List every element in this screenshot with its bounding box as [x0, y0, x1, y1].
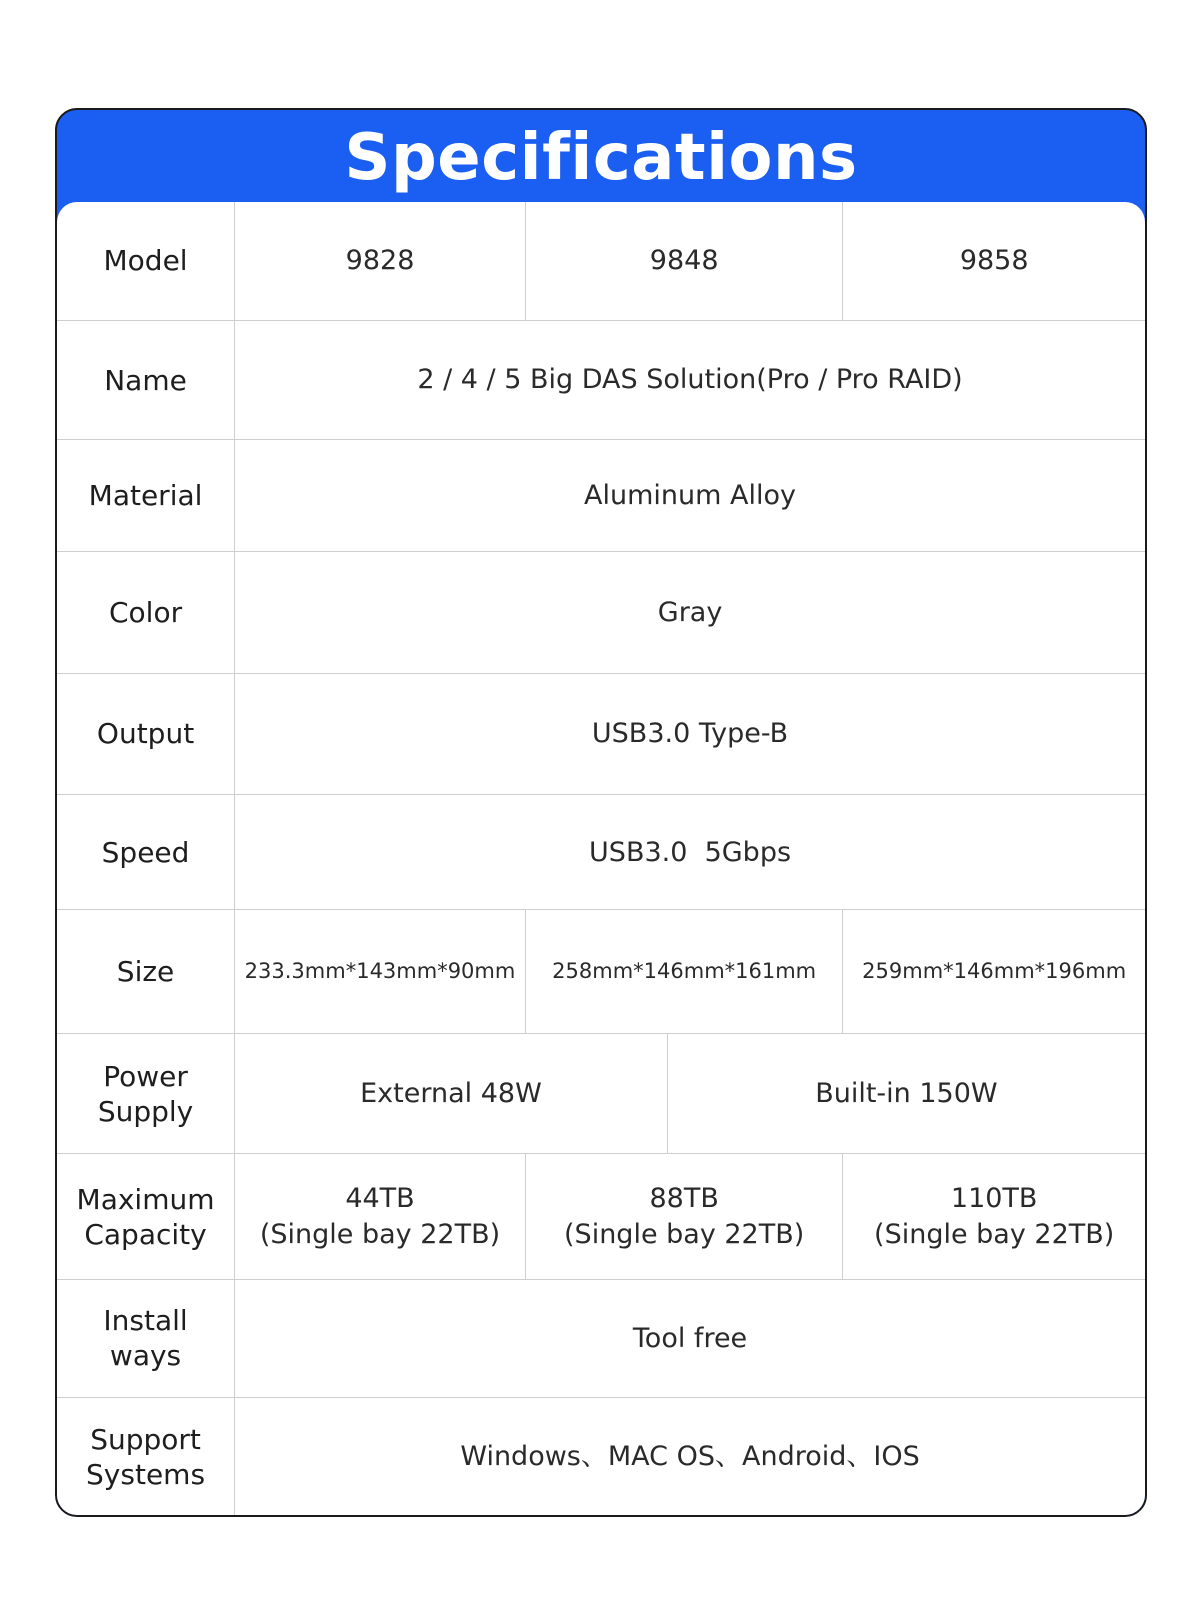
row-power-supply	[57, 1033, 1145, 1153]
capacity-9848-note: (Single bay 22TB)	[564, 1218, 805, 1250]
row-maximum-capacity	[57, 1154, 1145, 1279]
label-maximum-capacity-line-1: Maximum	[76, 1182, 215, 1216]
capacity-9828-note: (Single bay 22TB)	[259, 1218, 501, 1250]
value-support-systems: Windows、MAC OS、Android、IOS	[235, 1398, 1145, 1515]
label-install-ways-line-1: Install	[103, 1304, 188, 1338]
label-power-supply	[57, 1033, 235, 1153]
specifications-card	[55, 108, 1147, 1517]
label-power-supply-line-1: Power	[103, 1059, 188, 1093]
value-color: Gray	[235, 552, 1145, 673]
capacity-9828-total: 44TB	[345, 1183, 415, 1215]
label-output: Output	[57, 673, 235, 794]
label-power-supply-line-2: Supply	[97, 1094, 194, 1128]
value-size-9828: 233.3mm*143mm*90mm	[235, 910, 526, 1033]
label-speed: Speed	[57, 795, 235, 910]
capacity-9848-total: 88TB	[649, 1183, 719, 1215]
label-size: Size	[57, 910, 235, 1033]
row-output	[57, 673, 1145, 794]
value-size-9858: 259mm*146mm*196mm	[843, 910, 1145, 1033]
value-size-9848: 258mm*146mm*161mm	[525, 910, 842, 1033]
row-speed	[57, 795, 1145, 910]
specifications-header	[57, 110, 1145, 202]
value-capacity-9828	[235, 1154, 526, 1279]
specifications-body	[57, 202, 1145, 1515]
value-name: 2 / 4 / 5 Big DAS Solution(Pro / Pro RAID)	[235, 320, 1145, 439]
value-power-external: External 48W	[235, 1033, 668, 1153]
label-name: Name	[57, 320, 235, 439]
value-model-9858: 9858	[843, 202, 1145, 320]
label-install-ways	[57, 1279, 235, 1397]
label-support-systems	[57, 1398, 235, 1515]
label-install-ways-line-2: ways	[109, 1339, 182, 1373]
page-title: Specifications	[344, 121, 858, 195]
value-install-ways: Tool free	[235, 1279, 1145, 1397]
label-maximum-capacity	[57, 1154, 235, 1279]
capacity-9858-note: (Single bay 22TB)	[874, 1218, 1115, 1250]
label-color: Color	[57, 552, 235, 673]
value-model-9848: 9848	[525, 202, 842, 320]
row-color	[57, 552, 1145, 673]
label-maximum-capacity-line-2: Capacity	[84, 1217, 207, 1251]
row-install-ways	[57, 1279, 1145, 1397]
value-material: Aluminum Alloy	[235, 440, 1145, 552]
label-material: Material	[57, 440, 235, 552]
value-capacity-9848	[525, 1154, 842, 1279]
row-name	[57, 320, 1145, 439]
row-size	[57, 910, 1145, 1033]
row-material	[57, 440, 1145, 552]
value-speed: USB3.0 5Gbps	[235, 795, 1145, 910]
row-model	[57, 202, 1145, 320]
label-support-systems-line-1: Support	[90, 1422, 201, 1456]
value-model-9828: 9828	[235, 202, 526, 320]
label-model: Model	[57, 202, 235, 320]
value-capacity-9858	[843, 1154, 1145, 1279]
label-support-systems-line-2: Systems	[86, 1457, 206, 1491]
value-output: USB3.0 Type-B	[235, 673, 1145, 794]
capacity-9858-total: 110TB	[950, 1183, 1038, 1215]
specifications-table	[57, 202, 1145, 1515]
row-support-systems	[57, 1398, 1145, 1515]
value-power-builtin: Built-in 150W	[667, 1033, 1145, 1153]
